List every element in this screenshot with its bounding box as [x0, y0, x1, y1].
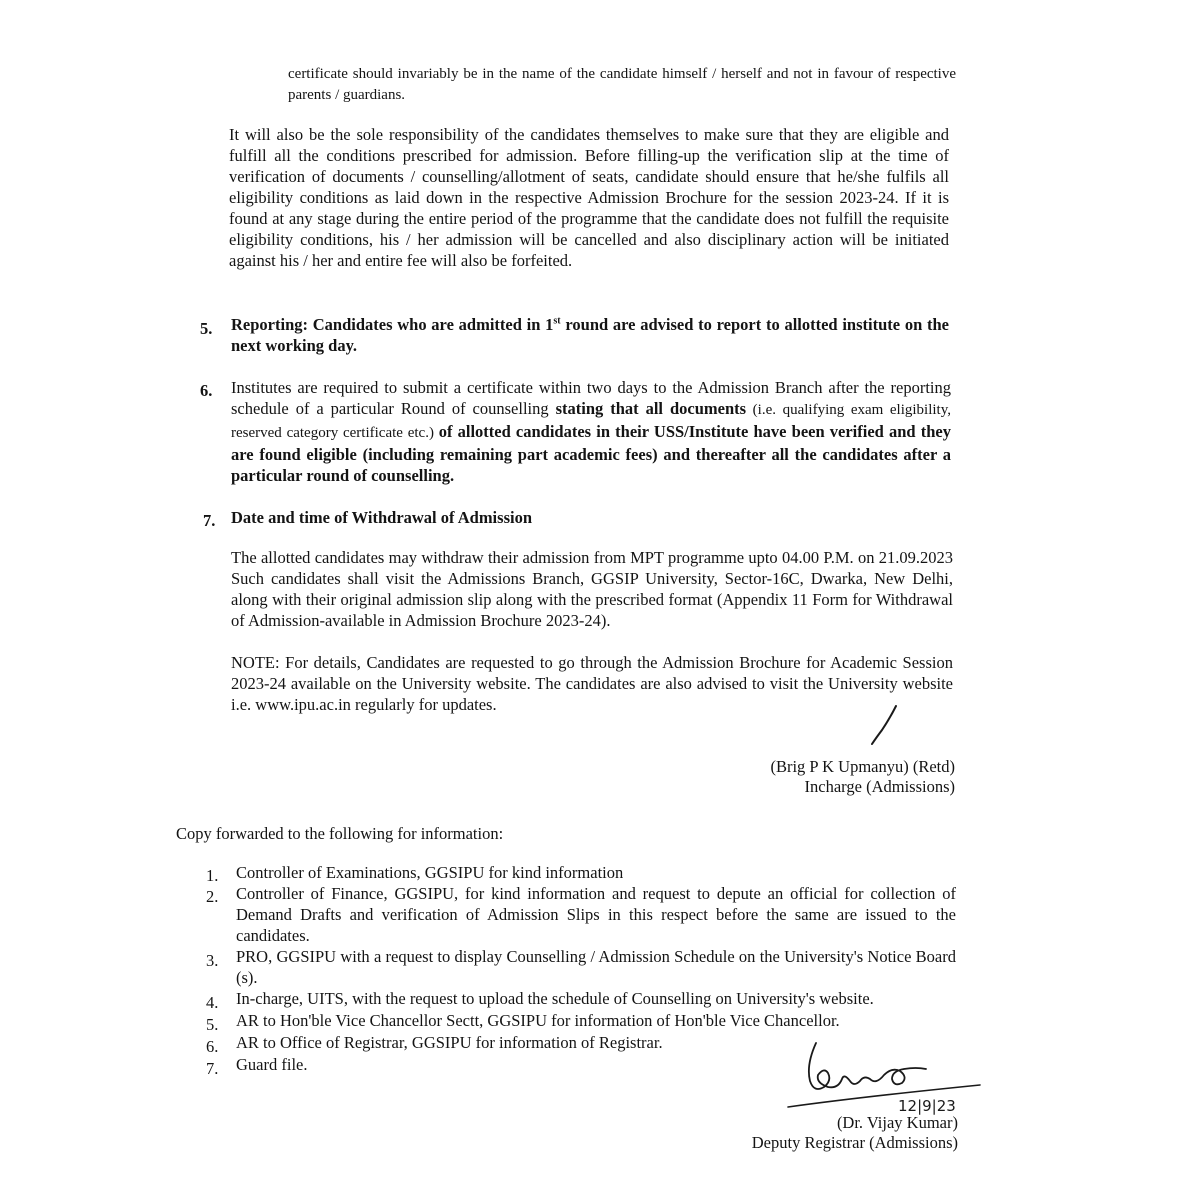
copy-item-4-text: In-charge, UITS, with the request to upload the schedule of Counselling on University's website.	[236, 989, 874, 1008]
copy-item-4-number: 4.	[206, 993, 219, 1012]
signature-mark-1	[860, 700, 910, 750]
copy-heading: Copy forwarded to the following for information:	[176, 824, 504, 843]
top-paragraph: certificate should invariably be in the name of the candidate himself / herself and not in favour of respective parents / guardians.	[288, 66, 956, 103]
copy-item-2-number: 2.	[206, 887, 219, 906]
copy-item-5-number: 5.	[206, 1015, 219, 1034]
copy-item-1-number: 1.	[206, 866, 219, 885]
copy-item-3-text: PRO, GGSIPU with a request to display Counselling / Admission Schedule on the University's Notice Board (s).	[236, 947, 956, 987]
signature-date: 12|9|23	[898, 1097, 956, 1115]
copy-item-6-text: AR to Office of Registrar, GGSIPU for information of Registrar.	[236, 1033, 663, 1052]
note-paragraph: NOTE: For details, Candidates are requested to go through the Admission Brochure for Academic Session 2023-24 available on the University website. The candidates are also advised to visit the University website i.e. www.ipu.ac.in regularly for updates.	[231, 653, 953, 714]
item-5-number: 5.	[200, 319, 213, 338]
copy-item-6-number: 6.	[206, 1037, 219, 1056]
copy-item-7-number: 7.	[206, 1059, 219, 1078]
copy-item-7-text: Guard file.	[236, 1055, 308, 1074]
copy-item-2-text: Controller of Finance, GGSIPU, for kind information and request to depute an official for collection of Demand Drafts and verification of Admission Slips in this respect before the same are issued to the candidates.	[236, 884, 956, 945]
item-5-sup: st	[553, 315, 561, 327]
item-5-text-after: round are advised to report to allotted institute on the next working day.	[231, 315, 949, 355]
item-6-number: 6.	[200, 381, 213, 400]
item-6-part4: of allotted candidates in their USS/Institute have been verified and they are found eligible (including remaining part academic fees) and thereafter all the candidates after a particular round of counselling.	[231, 422, 951, 485]
item-6-part2: stating that all documents	[555, 399, 747, 418]
item-6-part3: (i.e. qualifying exam eligibility, reserved category certificate etc.)	[231, 402, 951, 441]
item-7-heading: Date and time of Withdrawal of Admission	[231, 508, 532, 527]
signatory1-name: (Brig P K Upmanyu) (Retd)	[770, 757, 955, 776]
signature-mark-2	[780, 1035, 990, 1120]
responsibility-paragraph: It will also be the sole responsibility of the candidates themselves to make sure that they are eligible and fulfill all the conditions prescribed for admission. Before filling-up the verification slip at the time of verification of documents / counselling/allotment of seats, candidate should ensure that he/she fulfils all eligibility conditions as laid down in the respective Admission Brochure for the session 2023-24. If it is found at any stage during the entire period of the programme that the candidate does not fulfill the requisite eligibility conditions, his / her admission will be cancelled and also disciplinary action will be initiated against his / her and entire fee will also be forfeited.	[229, 125, 949, 270]
item-6-part1: Institutes are required to submit a certificate within two days to the Admission Branch after the reporting schedule of a particular Round of counselling	[231, 378, 951, 418]
copy-item-5-text: AR to Hon'ble Vice Chancellor Sectt, GGSIPU for information of Hon'ble Vice Chancellor.	[236, 1011, 840, 1030]
copy-item-1-text: Controller of Examinations, GGSIPU for kind information	[236, 863, 624, 882]
signatory1-designation: Incharge (Admissions)	[804, 777, 955, 796]
signatory2-name: (Dr. Vijay Kumar)	[836, 1113, 958, 1132]
item-7-number: 7.	[203, 511, 216, 530]
item-5-text-before: Reporting: Candidates who are admitted in 1	[231, 315, 554, 334]
copy-item-3-number: 3.	[206, 951, 219, 970]
item-5-reporting	[231, 314, 949, 356]
withdrawal-paragraph: The allotted candidates may withdraw their admission from MPT programme upto 04.00 P.M. on 21.09.2023 Such candidates shall visit the Admissions Branch, GGSIP University, Sector-16C, Dwarka, New Delhi, along with their original admission slip along with the prescribed format (Appendix 11 Form for Withdrawal of Admission-available in Admission Brochure 2023-24).	[231, 548, 953, 630]
item-6-institutes	[231, 377, 951, 486]
signatory2-designation: Deputy Registrar (Admissions)	[751, 1133, 958, 1152]
